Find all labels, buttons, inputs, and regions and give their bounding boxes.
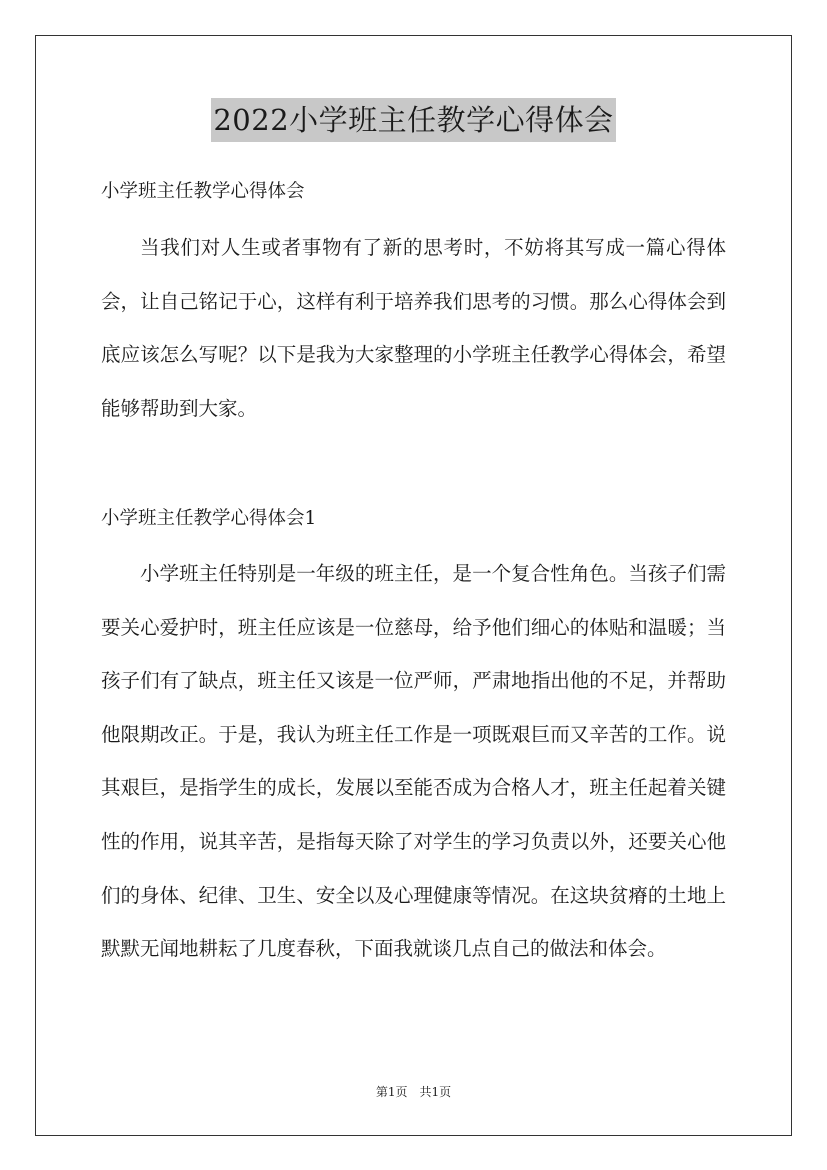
section2-body [101, 547, 726, 976]
section2-heading: 小学班主任教学心得体会1 [101, 508, 317, 529]
section2-paragraph: 小学班主任特别是一年级的班主任，是一个复合性角色。当孩子们需要关心爱护时，班主任应该是一位慈母，给予他们细心的体贴和温暖；当孩子们有了缺点，班主任又该是一位严师，严肃地指出他的不足，并帮助他限期改正。于是，我认为班主任工作是一项既艰巨而又辛苦的工作。说其艰巨，是指学生的成长，发展以至能否成为合格人才，班主任起着关键性的作用，说其辛苦，是指每天除了对学生的学习负责以外，还要关心他们的身体、纪律、卫生、安全以及心理健康等情况。在这块贫瘠的土地上默默无闻地耕耘了几度春秋，下面我就谈几点自己的做法和体会。 [101, 562, 726, 961]
document-title: 2022小学班主任教学心得体会 [211, 98, 615, 142]
page-number: 第1页 共1页 [375, 1085, 452, 1099]
section1-body [101, 221, 726, 435]
title-container [0, 98, 827, 142]
section1-paragraph: 当我们对人生或者事物有了新的思考时，不妨将其写成一篇心得体会，让自己铭记于心，这样有利于培养我们思考的习惯。那么心得体会到底应该怎么写呢？以下是我为大家整理的小学班主任教学心得体会，希望能够帮助到大家。 [101, 236, 726, 420]
section2-heading-block [101, 507, 726, 531]
section1-heading-block [101, 180, 726, 204]
section1-heading: 小学班主任教学心得体会 [101, 181, 305, 202]
